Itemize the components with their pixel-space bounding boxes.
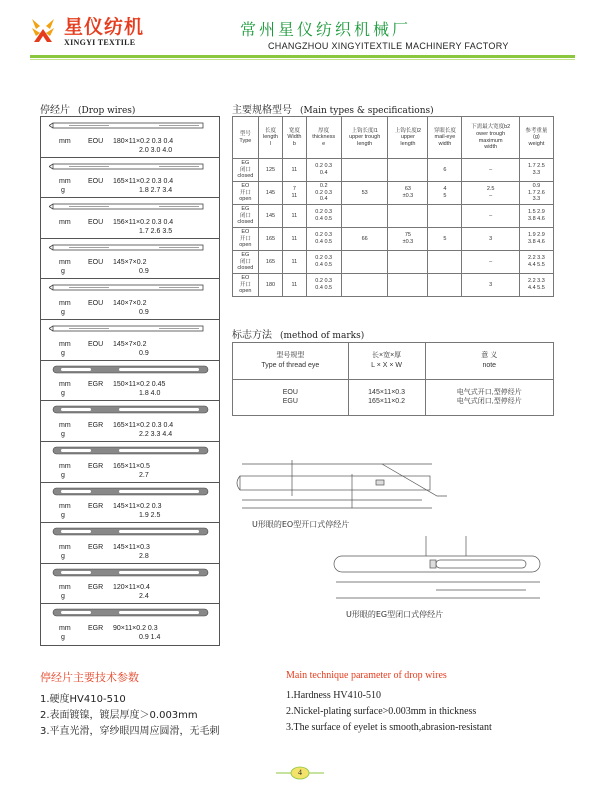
table-cell: EO 开口 open xyxy=(233,182,259,205)
unit-g: g xyxy=(61,268,65,276)
wire-code: EOU xyxy=(88,137,104,145)
wire-weight: 1.8 2.7 3.4 xyxy=(139,187,173,195)
open-drop-wire-icon xyxy=(49,121,214,130)
table-cell xyxy=(341,274,388,297)
list-item xyxy=(41,239,219,280)
table-cell: 145 xyxy=(258,205,283,228)
table-cell xyxy=(388,205,428,228)
unit-mm: mm xyxy=(59,137,71,145)
marks-title-cn: 标志方法 xyxy=(232,330,272,341)
drop-wires-title-en: (Drop wires) xyxy=(78,106,136,116)
table-row xyxy=(233,379,554,416)
page-number-badge xyxy=(276,765,324,781)
wire-code: EGR xyxy=(88,624,104,632)
wire-dimension: 120×11×0.4 xyxy=(113,584,150,592)
table-cell: 5 xyxy=(428,228,462,251)
unit-g: g xyxy=(61,390,65,398)
table-cell: EO 开口 open xyxy=(233,274,259,297)
list-item xyxy=(41,158,219,199)
wire-dimension: 165×11×0.2 0.3 0.4 xyxy=(113,178,174,186)
wire-code: EGR xyxy=(88,543,104,551)
table-cell xyxy=(428,205,462,228)
unit-g: g xyxy=(61,552,65,560)
table-cell: 11 xyxy=(283,251,306,274)
column-header: 上钩长度l2 upper length xyxy=(388,117,428,159)
closed-drop-wire-icon xyxy=(49,446,214,455)
wire-code: EGR xyxy=(88,462,104,470)
table-cell: 3 xyxy=(462,228,519,251)
table-cell: 165 xyxy=(258,228,283,251)
table-cell: EG 闭口 closed xyxy=(233,251,259,274)
table-cell: EO 开口 open xyxy=(233,228,259,251)
wire-code: EOU xyxy=(88,178,104,186)
specs-title xyxy=(232,101,434,116)
list-item xyxy=(41,279,219,320)
table-cell: 0.2 0.3 0.4 0.5 xyxy=(306,228,341,251)
eo-drop-wire-diagram xyxy=(232,446,457,516)
unit-mm: mm xyxy=(59,178,71,186)
list-item xyxy=(41,523,219,564)
unit-mm: mm xyxy=(59,624,71,632)
wire-dimension: 145×7×0.2 xyxy=(113,340,147,348)
wire-dimension: 156×11×0.2 0.3 0.4 xyxy=(113,218,174,226)
table-cell: 165 xyxy=(258,251,283,274)
closed-drop-wire-icon xyxy=(49,487,214,496)
page-header xyxy=(0,0,603,62)
table-cell: 11 xyxy=(283,228,306,251)
closed-drop-wire-icon xyxy=(49,405,214,414)
tech-param-line-cn: 2.表面镀镍，镀层厚度＞0.003mm xyxy=(40,710,198,721)
table-cell: EG 闭口 closed xyxy=(233,205,259,228)
table-cell xyxy=(341,205,388,228)
wire-dimension: 145×7×0.2 xyxy=(113,259,147,267)
table-cell: – xyxy=(462,205,519,228)
unit-mm: mm xyxy=(59,584,71,592)
table-cell: 0.2 0.3 0.4 0.5 xyxy=(306,205,341,228)
wire-dimension: 165×11×0.5 xyxy=(113,462,150,470)
wire-code: EGR xyxy=(88,503,104,511)
wire-weight: 2.7 xyxy=(139,471,149,479)
table-cell: 0.9 1.7 2.6 3.3 xyxy=(519,182,553,205)
wire-code: EOU xyxy=(88,218,104,226)
table-row xyxy=(233,228,554,251)
column-header: 下需最大宽度b2 ower trough maximum width xyxy=(462,117,519,159)
column-header: 参考重量 (g) weight xyxy=(519,117,553,159)
table-row xyxy=(233,274,554,297)
drop-wires-list xyxy=(40,116,220,646)
table-cell: 0.2 0.2 0.3 0.4 xyxy=(306,182,341,205)
table-cell xyxy=(341,159,388,182)
table-cell xyxy=(388,274,428,297)
open-drop-wire-icon xyxy=(49,283,214,292)
table-cell: 180 xyxy=(258,274,283,297)
wire-weight: 2.2 3.3 4.4 xyxy=(139,430,173,438)
unit-mm: mm xyxy=(59,503,71,511)
closed-drop-wire-icon xyxy=(49,608,214,617)
table-cell: EG 闭口 closed xyxy=(233,159,259,182)
unit-mm: mm xyxy=(59,381,71,389)
marks-table xyxy=(232,342,554,416)
table-cell: 145 xyxy=(258,182,283,205)
table-cell: 0.2 0.3 0.4 0.5 xyxy=(306,274,341,297)
marks-title-en: (method of marks) xyxy=(280,331,365,341)
unit-mm: mm xyxy=(59,543,71,551)
table-cell: – xyxy=(462,251,519,274)
company-logo-icon xyxy=(30,16,56,44)
closed-drop-wire-icon xyxy=(49,527,214,536)
closed-drop-wire-icon xyxy=(49,365,214,374)
unit-mm: mm xyxy=(59,218,71,226)
company-name-cn: 常州星仪纺织机械厂 xyxy=(240,20,412,39)
unit-g: g xyxy=(61,309,65,317)
wire-code: EOU xyxy=(88,300,104,308)
wire-code: EGR xyxy=(88,421,104,429)
table-cell: 1.5 2.9 3.8 4.6 xyxy=(519,205,553,228)
header-rule xyxy=(30,55,575,58)
wire-weight: 0.9 xyxy=(139,268,149,276)
column-header: 厚度 thickness e xyxy=(306,117,341,159)
table-cell xyxy=(388,251,428,274)
unit-mm: mm xyxy=(59,300,71,308)
column-header: 长度 length l xyxy=(258,117,283,159)
unit-mm: mm xyxy=(59,462,71,470)
tech-param-line-en: 1.Hardness HV410-510 xyxy=(286,690,381,701)
eg-drop-wire-diagram xyxy=(326,526,552,610)
table-cell xyxy=(341,251,388,274)
table-row xyxy=(233,182,554,205)
specs-table xyxy=(232,116,554,297)
tech-param-line-en: 2.Nickel-plating surface>0.003mm in thickness xyxy=(286,706,477,717)
list-item xyxy=(41,320,219,361)
unit-g: g xyxy=(61,471,65,479)
column-header: 宽度 Width b xyxy=(283,117,306,159)
eg-diagram-caption: U形眼的EG型闭口式停经片 xyxy=(346,610,444,619)
tech-params-title-cn: 停经片主要技术参数 xyxy=(40,671,139,684)
page-number: 4 xyxy=(298,768,302,777)
table-row xyxy=(233,205,554,228)
list-item xyxy=(41,361,219,402)
list-item xyxy=(41,564,219,605)
eo-diagram-caption: U形眼的EO型开口式停经片 xyxy=(252,520,350,529)
wire-weight: 1.7 2.6 3.5 xyxy=(139,227,173,235)
table-cell: 53 xyxy=(341,182,388,205)
unit-mm: mm xyxy=(59,259,71,267)
tech-param-line-cn: 1.硬度HV410-510 xyxy=(40,694,126,705)
unit-g: g xyxy=(61,430,65,438)
column-header: 意 义 note xyxy=(425,343,553,380)
column-header: 穿眼长度 mail-eye width xyxy=(428,117,462,159)
list-item xyxy=(41,401,219,442)
table-cell: 电气式开口,型停经片 电气式闭口,型停经片 xyxy=(425,379,553,416)
list-item xyxy=(41,604,219,645)
marks-title xyxy=(232,326,364,341)
specs-title-cn: 主要规格型号 xyxy=(232,105,292,116)
table-cell: 125 xyxy=(258,159,283,182)
unit-mm: mm xyxy=(59,340,71,348)
table-cell: 4 5 xyxy=(428,182,462,205)
table-cell xyxy=(428,274,462,297)
wire-code: EOU xyxy=(88,259,104,267)
closed-drop-wire-icon xyxy=(49,568,214,577)
unit-g: g xyxy=(61,349,65,357)
table-cell: 2.5 – xyxy=(462,182,519,205)
wire-dimension: 165×11×0.2 0.3 0.4 xyxy=(113,421,174,429)
table-header-row xyxy=(233,343,554,380)
wire-code: EOU xyxy=(88,340,104,348)
column-header: 型号规型 Type of thread eye xyxy=(233,343,349,380)
table-cell: 2.2 3.3 4.4 5.5 xyxy=(519,274,553,297)
wire-code: EGR xyxy=(88,381,104,389)
table-cell: EOU EGU xyxy=(233,379,349,416)
table-cell: 0.2 0.3 0.4 xyxy=(306,159,341,182)
open-drop-wire-icon xyxy=(49,202,214,211)
table-row xyxy=(233,159,554,182)
wire-dimension: 150×11×0.2 0.45 xyxy=(113,381,166,389)
unit-mm: mm xyxy=(59,421,71,429)
list-item xyxy=(41,483,219,524)
wire-weight: 2.0 3.0 4.0 xyxy=(139,146,173,154)
table-cell xyxy=(428,251,462,274)
table-cell: 0.2 0.3 0.4 0.5 xyxy=(306,251,341,274)
table-cell: 11 xyxy=(283,205,306,228)
table-cell: 66 xyxy=(341,228,388,251)
wire-weight: 1.8 4.0 xyxy=(139,390,161,398)
brand-name-en: XINGYI TEXTILE xyxy=(64,38,136,47)
wire-weight: 0.9 1.4 xyxy=(139,633,161,641)
table-cell: 145×11×0.3 165×11×0.2 xyxy=(348,379,425,416)
wire-dimension: 180×11×0.2 0.3 0.4 xyxy=(113,137,174,145)
table-cell xyxy=(388,159,428,182)
table-cell: – xyxy=(462,159,519,182)
table-cell: 11 xyxy=(283,274,306,297)
drop-wires-title-cn: 停经片 xyxy=(40,105,70,116)
table-row xyxy=(233,251,554,274)
specs-title-en: (Main types & specifications) xyxy=(300,106,434,116)
header-rule-thin xyxy=(30,59,575,60)
tech-param-line-cn: 3.平直光滑，穿纱眼四周应圆滑，无毛刺 xyxy=(40,726,220,737)
table-cell: 75 ±0.3 xyxy=(388,228,428,251)
drop-wires-title xyxy=(40,101,135,116)
table-cell: 1.7 2.5 3.3 xyxy=(519,159,553,182)
wire-dimension: 145×11×0.2 0.3 xyxy=(113,503,162,511)
table-cell: 11 xyxy=(283,159,306,182)
list-item xyxy=(41,198,219,239)
unit-g: g xyxy=(61,633,65,641)
open-drop-wire-icon xyxy=(49,324,214,333)
column-header: 长×宽×厚 L × X × W xyxy=(348,343,425,380)
table-cell: 6 xyxy=(428,159,462,182)
table-header-row xyxy=(233,117,554,159)
table-cell: 2.2 3.3 4.4 5.5 xyxy=(519,251,553,274)
wire-dimension: 140×7×0.2 xyxy=(113,300,147,308)
brand-name-cn: 星仪纺机 xyxy=(64,16,145,38)
unit-g: g xyxy=(61,593,65,601)
open-drop-wire-icon xyxy=(49,162,214,171)
table-cell: 3 xyxy=(462,274,519,297)
wire-weight: 0.9 xyxy=(139,349,149,357)
open-drop-wire-icon xyxy=(49,243,214,252)
tech-param-line-en: 3.The surface of eyelet is smooth,abrasion-resistant xyxy=(286,722,492,733)
wire-weight: 0.9 xyxy=(139,309,149,317)
wire-weight: 2.4 xyxy=(139,593,149,601)
wire-dimension: 145×11×0.3 xyxy=(113,543,150,551)
column-header: 型号 Type xyxy=(233,117,259,159)
table-cell: 1.9 2.9 3.8 4.6 xyxy=(519,228,553,251)
table-cell: 7 11 xyxy=(283,182,306,205)
wire-dimension: 90×11×0.2 0.3 xyxy=(113,624,158,632)
column-header: 上钩长度l1 upper trough length xyxy=(341,117,388,159)
wire-weight: 1.9 2.5 xyxy=(139,512,161,520)
wire-weight: 2.8 xyxy=(139,552,149,560)
table-cell: 63 ±0.3 xyxy=(388,182,428,205)
wire-code: EGR xyxy=(88,584,104,592)
company-name-en: CHANGZHOU XINGYITEXTILE MACHINERY FACTORY xyxy=(268,41,509,51)
list-item xyxy=(41,117,219,158)
unit-g: g xyxy=(61,187,65,195)
unit-g: g xyxy=(61,512,65,520)
tech-params-title-en: Main technique parameter of drop wires xyxy=(286,670,447,681)
list-item xyxy=(41,442,219,483)
